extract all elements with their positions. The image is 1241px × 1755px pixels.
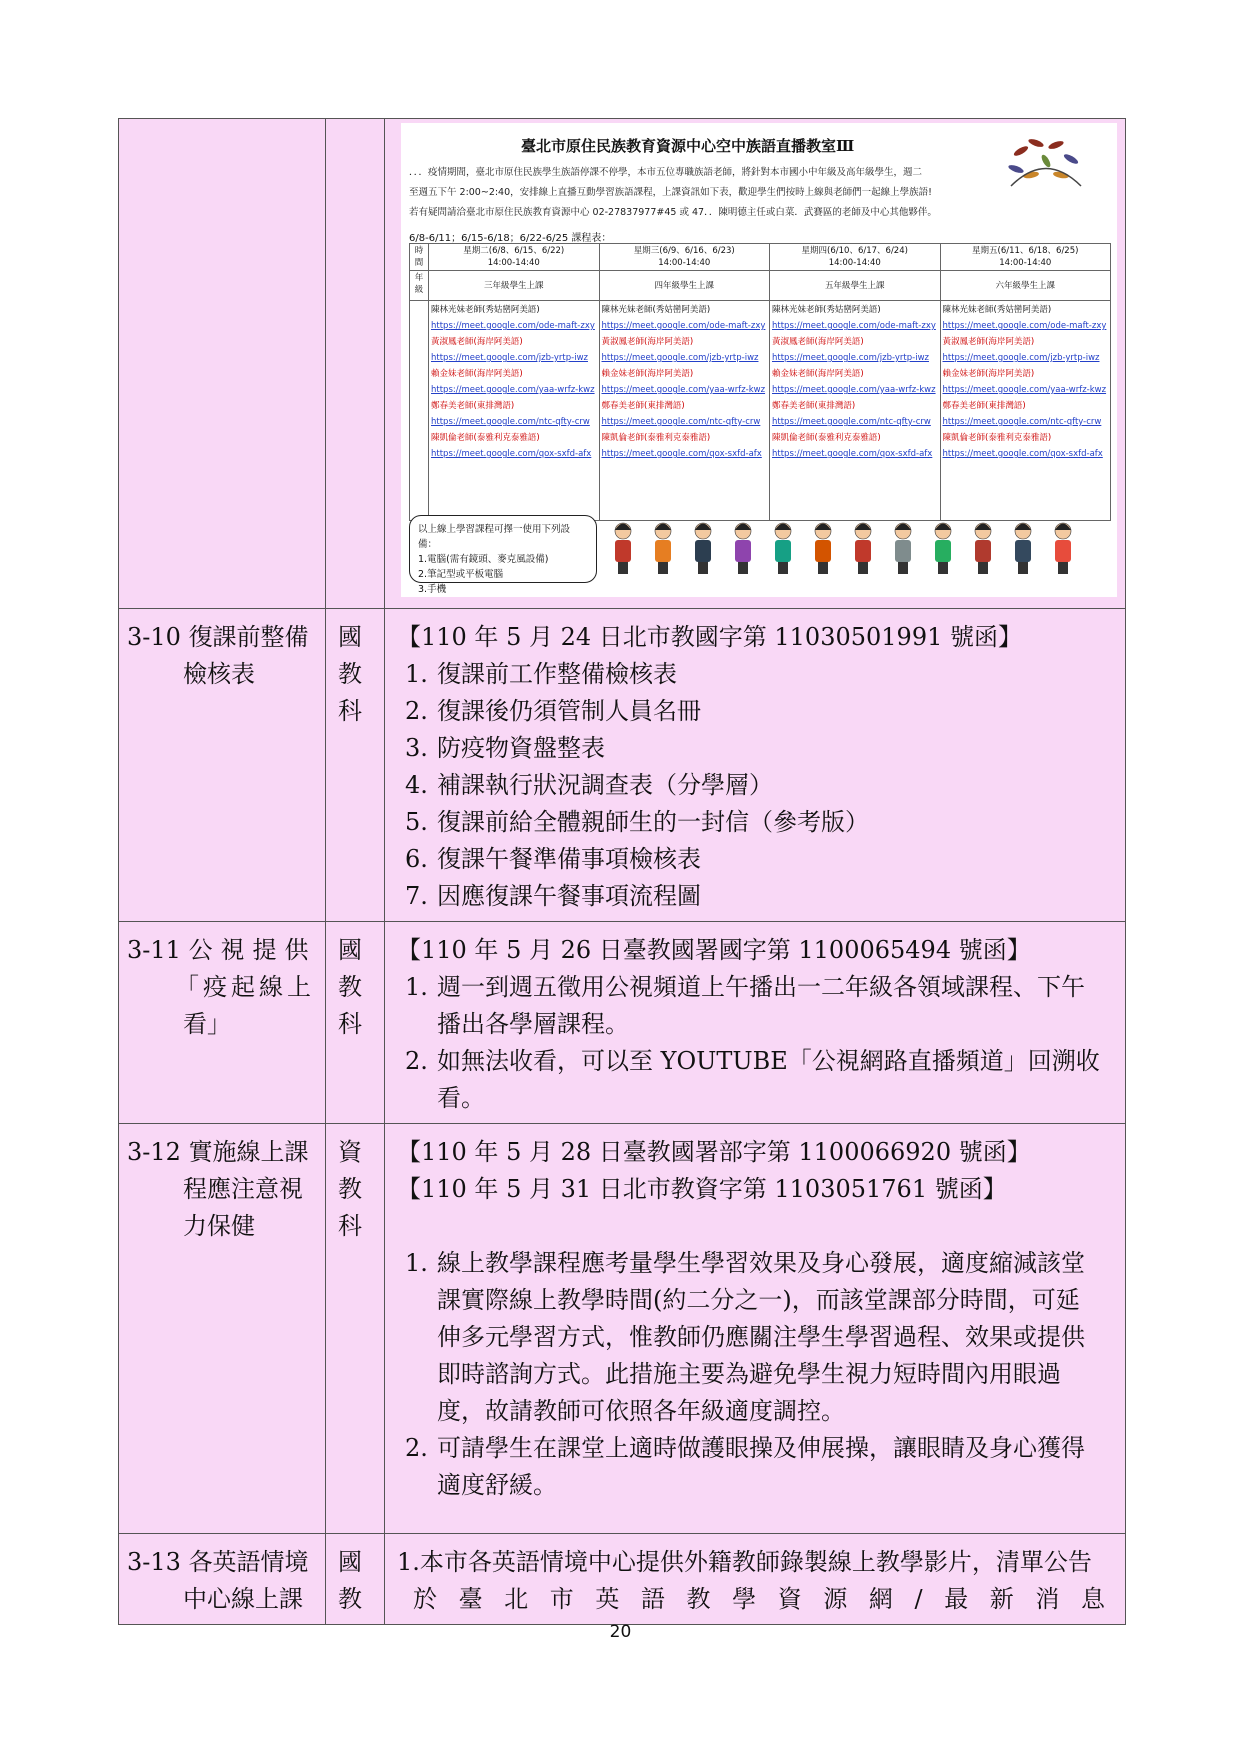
unit-char: 資	[338, 1138, 362, 1166]
item-code: 3-11	[127, 936, 181, 964]
meet-link[interactable]: https://meet.google.com/yaa-wrfz-kwz	[772, 385, 936, 395]
content-cell	[385, 922, 1126, 1124]
item-number: 2.	[405, 697, 428, 725]
teacher-name: 陳林光妹老師(秀姑巒阿美語)	[942, 305, 1052, 315]
document-reference: 【110 年 5 月 26 日臺教國署國字第 1100065494 號函】	[397, 936, 1031, 964]
schedule-table	[409, 243, 1111, 521]
item-title: 中心線上課	[183, 1585, 303, 1613]
note-line: 以上線上學習課程可擇一使用下列設備：	[418, 524, 571, 550]
content-cell	[385, 1124, 1126, 1534]
item-text: 播出各學層課程。	[437, 1010, 629, 1038]
note-line: 1.電腦(需有鏡頭、麥克風設備)	[418, 554, 549, 565]
document-reference: 【110 年 5 月 28 日臺教國署部字第 1100066920 號函】	[397, 1138, 1031, 1166]
item-list	[397, 969, 1117, 1117]
teacher-name: 陳凱倫老師(泰雅利克泰雅語)	[431, 433, 540, 443]
list-item	[397, 693, 1117, 730]
meet-link[interactable]: https://meet.google.com/qox-sxfd-afx	[431, 449, 592, 459]
day-header: 星期五(6/11、6/18、6/25) 14:00-14:40	[940, 244, 1111, 271]
time-header: 時間	[410, 244, 429, 271]
item-text: 防疫物資盤整表	[437, 734, 605, 762]
empty-cell	[119, 119, 326, 609]
intro-line: 若有疑問請洽臺北市原住民族教育資源中心 02-27837977#45 或 47．．陳明德主任或白菜．武賽區的老師及中心其他夥伴。	[409, 207, 937, 218]
grade-header: 年級	[410, 271, 429, 301]
list-item	[397, 878, 1117, 915]
teacher-list	[599, 301, 770, 521]
list-item	[397, 1430, 1117, 1504]
item-code: 3-12	[127, 1138, 181, 1166]
meet-link[interactable]: https://meet.google.com/yaa-wrfz-kwz	[431, 385, 595, 395]
list-item	[397, 804, 1117, 841]
content-table	[118, 118, 1126, 1625]
intro-line: ．．．疫情期間，臺北市原住民族學生族語停課不停學，本市五位專職族語老師，將針對本市國小中年級及高年級學生，週二	[409, 167, 923, 178]
teacher-name: 陳林光妹老師(秀姑巒阿美語)	[772, 305, 881, 315]
meet-link[interactable]: https://meet.google.com/ode-maft-zxy	[601, 321, 766, 331]
item-title: 力保健	[183, 1212, 255, 1240]
item-title: 公視提供	[188, 936, 317, 964]
item-number: 1.	[405, 660, 428, 688]
item-list	[397, 1245, 1117, 1504]
item-text: 復課午餐準備事項檢核表	[437, 845, 701, 873]
meet-link[interactable]: https://meet.google.com/jzb-yrtp-iwz	[772, 353, 929, 363]
day-header: 星期三(6/9、6/16、6/23) 14:00-14:40	[599, 244, 770, 271]
unit-cell	[326, 922, 385, 1124]
meet-link[interactable]: https://meet.google.com/ntc-qfty-crw	[942, 417, 1102, 427]
teacher-name: 黃淑鳳老師(海岸阿美語)	[431, 337, 523, 347]
teacher-name: 鄭春美老師(東排灣語)	[942, 401, 1026, 411]
teacher-name: 陳凱倫老師(泰雅利克泰雅語)	[772, 433, 881, 443]
note-line: 2.筆記型或平板電腦	[418, 569, 504, 580]
list-item	[397, 841, 1117, 878]
item-text: 週一到週五徵用公視頻道上午播出一二年級各領域課程、下午	[437, 973, 1085, 1001]
meet-link[interactable]: https://meet.google.com/jzb-yrtp-iwz	[942, 353, 1100, 363]
item-number: 2.	[405, 1047, 428, 1075]
item-title: 「疫起線上	[175, 973, 315, 1001]
empty-side	[410, 301, 429, 521]
table-row	[119, 1534, 1126, 1625]
list-item	[397, 1043, 1117, 1117]
unit-cell	[326, 1534, 385, 1625]
meet-link[interactable]: https://meet.google.com/qox-sxfd-afx	[772, 449, 933, 459]
teacher-name: 陳凱倫老師(泰雅利克泰雅語)	[601, 433, 711, 443]
item-title: 檢核表	[183, 660, 255, 688]
document-reference: 【110 年 5 月 24 日北市教國字第 11030501991 號函】	[397, 623, 1022, 651]
day-header: 星期四(6/10、6/17、6/24) 14:00-14:40	[770, 244, 941, 271]
list-item	[397, 767, 1117, 804]
item-title-cell	[119, 609, 326, 922]
item-text: 補課執行狀況調查表（分學層）	[437, 771, 773, 799]
meet-link[interactable]: https://meet.google.com/ode-maft-zxy	[942, 321, 1107, 331]
item-list	[397, 656, 1117, 915]
item-text: 伸多元學習方式，惟教師仍應關注學生學習過程、效果或提供	[437, 1323, 1085, 1351]
image-cell	[385, 119, 1126, 609]
item-text: 適度舒緩。	[437, 1471, 557, 1499]
unit-cell	[326, 1124, 385, 1534]
meet-link[interactable]: https://meet.google.com/ntc-qfty-crw	[431, 417, 590, 427]
meet-link[interactable]: https://meet.google.com/yaa-wrfz-kwz	[942, 385, 1107, 395]
teacher-name: 鄭春美老師(東排灣語)	[601, 401, 685, 411]
table-row	[119, 119, 1126, 609]
table-row	[119, 1124, 1126, 1534]
document-reference: 【110 年 5 月 31 日北市教資字第 1103051761 號函】	[397, 1175, 1007, 1203]
item-text: 線上教學課程應考量學生學習效果及身心發展，適度縮減該堂	[437, 1249, 1085, 1277]
item-text: 看。	[437, 1084, 485, 1112]
item-text: 度，故請教師可依照各年級適度調控。	[437, 1397, 845, 1425]
page-number: 20	[609, 1622, 632, 1642]
teacher-name: 陳林光妹老師(秀姑巒阿美語)	[431, 305, 540, 315]
item-text: 因應復課午餐事項流程圖	[437, 882, 701, 910]
device-note	[409, 515, 597, 595]
children-illustration-icon	[611, 519, 1111, 579]
item-number: 1.	[405, 1249, 428, 1277]
item-title: 實施線上課	[188, 1138, 309, 1166]
grade-cell: 五年級學生上課	[770, 271, 941, 301]
content-cell	[385, 1534, 1126, 1625]
meet-link[interactable]: https://meet.google.com/ode-maft-zxy	[431, 321, 595, 331]
item-text: 復課前工作整備檢核表	[437, 660, 677, 688]
item-title: 各英語情境	[188, 1548, 309, 1576]
content-cell	[385, 609, 1126, 922]
meet-link[interactable]: https://meet.google.com/ode-maft-zxy	[772, 321, 936, 331]
list-item	[397, 730, 1117, 767]
image-intro	[409, 163, 1019, 223]
grade-cell: 三年級學生上課	[429, 271, 600, 301]
unit-char: 教	[338, 660, 362, 688]
schedule-label: 6/8-6/11；6/15-6/18；6/22-6/25 課程表：	[409, 233, 612, 244]
teacher-name: 陳凱倫老師(泰雅利克泰雅語)	[942, 433, 1052, 443]
meet-link[interactable]: https://meet.google.com/yaa-wrfz-kwz	[601, 385, 766, 395]
item-number: 1.	[405, 973, 428, 1001]
item-title-cell	[119, 1534, 326, 1625]
table-row	[119, 609, 1126, 922]
unit-char: 國	[338, 1548, 362, 1576]
teacher-list	[429, 301, 600, 521]
item-code: 3-10	[127, 623, 181, 651]
item-number: 4.	[405, 771, 428, 799]
table-row	[119, 922, 1126, 1124]
empty-cell	[326, 119, 385, 609]
unit-char: 科	[338, 1010, 362, 1038]
teacher-name: 賴金妹老師(海岸阿美語)	[601, 369, 694, 379]
image-title: 臺北市原住民族教育資源中心空中族語直播教室Ⅲ	[521, 137, 855, 155]
unit-char: 科	[338, 1212, 362, 1240]
meet-link[interactable]: https://meet.google.com/jzb-yrtp-iwz	[601, 353, 759, 363]
item-title: 復課前整備	[188, 623, 309, 651]
teacher-name: 鄭春美老師(東排灣語)	[772, 401, 856, 411]
teacher-name: 賴金妹老師(海岸阿美語)	[431, 369, 523, 379]
meet-link[interactable]: https://meet.google.com/ntc-qfty-crw	[601, 417, 761, 427]
teacher-name: 鄭春美老師(東排灣語)	[431, 401, 515, 411]
item-number: 7.	[405, 882, 428, 910]
content-line: 於臺北市英語教學資源網/最新消息	[413, 1585, 1117, 1613]
item-title-cell	[119, 1124, 326, 1534]
teacher-list	[940, 301, 1111, 521]
item-title: 看」	[183, 1010, 231, 1038]
unit-char: 國	[338, 623, 362, 651]
unit-char: 教	[338, 973, 362, 1001]
unit-char: 教	[338, 1175, 362, 1203]
item-number: 3.	[405, 734, 428, 762]
list-item	[397, 1245, 1117, 1430]
teacher-name: 賴金妹老師(海岸阿美語)	[772, 369, 864, 379]
item-code: 3-13	[127, 1548, 181, 1576]
item-text: 復課前給全體親師生的一封信（參考版）	[437, 808, 869, 836]
unit-char: 國	[338, 936, 362, 964]
teacher-name: 賴金妹老師(海岸阿美語)	[942, 369, 1035, 379]
meet-link[interactable]: https://meet.google.com/qox-sxfd-afx	[601, 449, 762, 459]
item-number: 5.	[405, 808, 428, 836]
meet-link[interactable]: https://meet.google.com/qox-sxfd-afx	[942, 449, 1103, 459]
meet-link[interactable]: https://meet.google.com/ntc-qfty-crw	[772, 417, 931, 427]
teacher-name: 黃淑鳳老師(海岸阿美語)	[942, 337, 1035, 347]
item-text: 可請學生在課堂上適時做護眼操及伸展操，讓眼睛及身心獲得	[437, 1434, 1085, 1462]
unit-char: 科	[338, 697, 362, 725]
teacher-name: 陳林光妹老師(秀姑巒阿美語)	[601, 305, 711, 315]
grade-cell: 四年級學生上課	[599, 271, 770, 301]
day-header: 星期二(6/8、6/15、6/22) 14:00-14:40	[429, 244, 600, 271]
item-text: 復課後仍須管制人員名冊	[437, 697, 701, 725]
item-title: 程應注意視	[183, 1175, 303, 1203]
teacher-name: 黃淑鳳老師(海岸阿美語)	[772, 337, 864, 347]
item-number: 6.	[405, 845, 428, 873]
grade-cell: 六年級學生上課	[940, 271, 1111, 301]
teacher-name: 黃淑鳳老師(海岸阿美語)	[601, 337, 694, 347]
note-line: 3.手機	[418, 584, 447, 595]
unit-cell	[326, 609, 385, 922]
unit-char: 教	[338, 1585, 362, 1613]
item-text: 課實際線上教學時間(約二分之一)，而該堂課部分時間，可延	[437, 1286, 1080, 1314]
schedule-image	[401, 123, 1117, 597]
meet-link[interactable]: https://meet.google.com/jzb-yrtp-iwz	[431, 353, 588, 363]
teacher-list	[770, 301, 941, 521]
item-number: 2.	[405, 1434, 428, 1462]
list-item	[397, 969, 1117, 1043]
intro-line: 至週五下午 2:00~2:40，安排線上直播互動學習族語課程，上課資訊如下表，歡迎學生們按時上線與老師們一起線上學族語!	[409, 187, 932, 198]
list-item	[397, 656, 1117, 693]
item-text: 即時諮詢方式。此措施主要為避免學生視力短時間內用眼過	[437, 1360, 1061, 1388]
content-line: 1.本市各英語情境中心提供外籍教師錄製線上教學影片，清單公告	[397, 1548, 1092, 1576]
item-title-cell	[119, 922, 326, 1124]
item-text: 如無法收看，可以至 YOUTUBE「公視網路直播頻道」回溯收	[437, 1047, 1100, 1075]
